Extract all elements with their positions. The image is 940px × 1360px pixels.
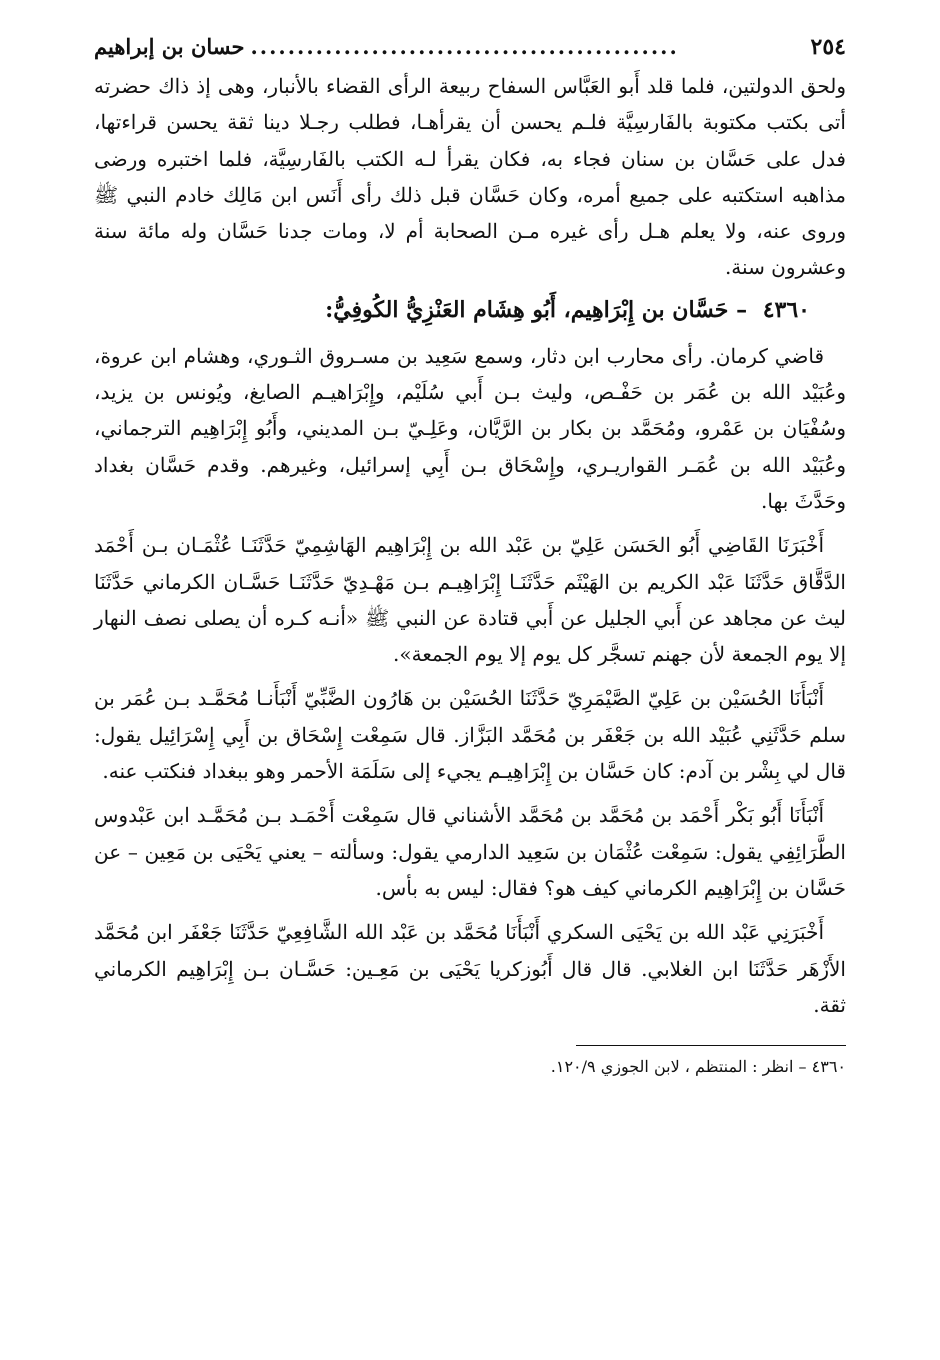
footnote-divider bbox=[576, 1045, 846, 1046]
running-head bbox=[94, 30, 846, 64]
footnote: ٤٣٦٠ – انظر : المنتظم ، لابن الجوزي ١٢٠/٩. bbox=[550, 1057, 846, 1077]
entry-number: ٤٣٦٠ bbox=[762, 296, 810, 323]
leader-dots: .............................................. bbox=[250, 34, 679, 59]
intro-paragraph: ولحق الدولتين، فلما قلد أَبو العَبَّاس السفاح ربيعة الرأى القضاء بالأنبار، وهى إذ ذاك حضرته أتى بكتب مكتوبة بالفَارسِيَّة فلـم يحسن أن يقرأهـا، فطلب رجـلا دينا ثقة يحسن قراءتها، فدل على حَسَّان بن سنان فجاء به، فكان يقرأ لـه الكتب بالفَارسِيَّة، فلما اختبره ورضى مذاهبه استكتبه على جميع أمره، وكان حَسَّان قبل ذلك رأى أَنَس ابن مَالِك خادم النبي ﷺ وروى عنه، ولا يعلم هـل رأى غيره مـن الصحابة أم لا، ومات جدنا حَسَّان وله مائة سنة وعشرون سنة. bbox=[94, 74, 846, 280]
narration-paragraph: أَخْبَرَنِي عَبْد الله بن يَحْيَى السكري أَنْبَأَنَا مُحَمَّد بن عَبْد الله الشَّافِعِيّ حَدَّثَنَا جَعْفَر ابن مُحَمَّد الأَزْهَر حَدَّثَنَا ابن الغلابي. قال قال أَبُوزكريا يَحْيَى بن مَعِـين: حَسَّـان بـن إِبْرَاهِيم الكرماني ثقة. bbox=[94, 920, 846, 1017]
entry-heading bbox=[94, 288, 846, 332]
biography-paragraph: قاضي كرمان. رأى محارب ابن دثار، وسمع سَعِيد بن مسـروق الثـوري، وهشام ابن عروة، وعُبَيْد الله بن عُمَر بن حَفْـص، وليث بـن أَبي سُلَيْم، وإِبْرَاهيـم الصايغ، ويُونس بن يزيد، وسُفْيَان بن عَمْرو، ومُحَمَّد بن بكار بن الرَّيَّان، وعَلِـيّ بـن المديني، وأَبُو إِبْرَاهِيم الترجماني، وعُبَيْد الله بن عُمَـر القواريـري، وإِسْحَاق بـن أَبِي إسرائيل، وغيرهم. وقدم حَسَّان بغداد وحَدَّثَ بها. bbox=[94, 343, 846, 513]
hadith-paragraph: أَخْبَرَنَا القَاضِي أَبُو الحَسَن عَلِيّ بن عَبْد الله بن إِبْرَاهِيم الهَاشِمِيّ حَدَّثَنَـا عُثْمَـان بـن أَحْمَد الدَّقَّاق حَدَّثَنَا عَبْد الكريم بن الهَيْثَم حَدَّثَنَـا إِبْرَاهِيـم بـن مَهْـدِيّ حَدَّثَنَـا حَسَّـان الكرماني حَدَّثَنَا ليث عن مجاهد عن أَبي الجليل عن أَبي قتادة عن النبي ﷺ «أنـه كـره أن يصلى نصف النهار إلا يوم الجمعة لأن جهنم تسجَّر كل يوم إلا يوم الجمعة». bbox=[94, 533, 846, 667]
running-title: حسان بن إبراهيم bbox=[94, 34, 245, 59]
entry-dash: – bbox=[736, 296, 748, 323]
entry-name: حَسَّان بن إِبْرَاهِيم، أَبُو هِشَام العَنْزِيُّ الكُوفِيُّ: bbox=[325, 296, 729, 323]
page-number: ٢٥٤ bbox=[810, 34, 846, 60]
document-page bbox=[94, 30, 846, 1082]
narration-paragraph: أَنْبَأَنَا أَبُو بَكْر أَحْمَد بن مُحَمَّد بن مُحَمَّد الأشناني قال سَمِعْت أَحْمَـد بـن مُحَمَّـد ابن عَبْدوس الطَّرَائِفِي يقول: سَمِعْت عُثْمَان بن سَعِيد الدارمي يقول: وسألته – يعني يَحْيَى بن مَعِين – عن حَسَّان بن إِبْرَاهِيم الكرماني كيف هو؟ فقال: ليس به بأس. bbox=[94, 803, 846, 900]
narration-paragraph: أَنْبَأَنَا الحُسَيْن بن عَلِيّ الصَّيْمَرِيّ حَدَّثَنَا الحُسَيْن بن هَارُون الضَّبِّيّ أَنْبَأَنـا مُحَمَّـد بـن عُمَر بن سلم حَدَّثَنِي عُبَيْد الله بن جَعْفَر بن مُحَمَّد البَزَّاز. قال سَمِعْت إِسْحَاق بن أَبِي إِسْرَائِيل يقول: قال لي بِشْر بن آدم: كان حَسَّان بن إِبْرَاهِيـم يجيء إلى سَلَمَة الأحمر وهو ببغداد فنكتب عنه. bbox=[94, 686, 846, 784]
